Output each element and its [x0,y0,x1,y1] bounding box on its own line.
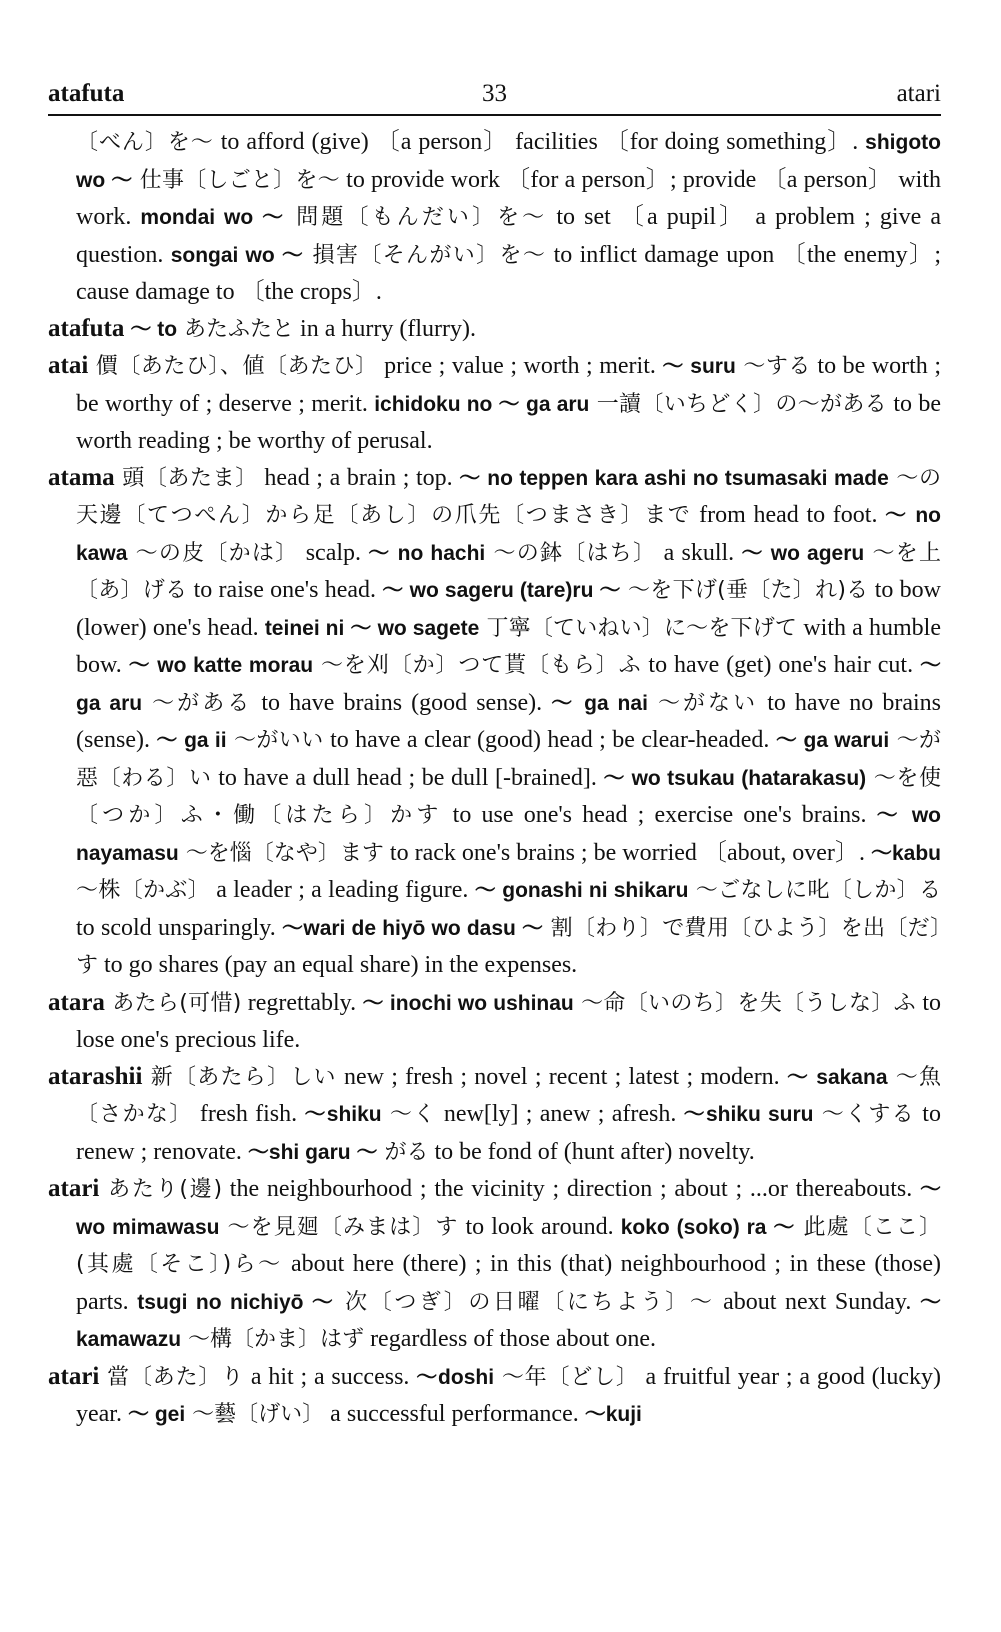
japanese-text: 仕事〔しごと〕を～ [132,167,340,193]
dictionary-entry [48,348,941,460]
english-gloss: with a humble bow. [76,614,941,678]
english-gloss: new ; fresh ; novel ; recent ; latest ; modern. [336,1063,787,1090]
romanized-phrase: mondai wo ～ [140,206,287,229]
english-gloss: fresh fish. [192,1101,305,1127]
japanese-text: ～する [735,354,811,379]
english-gloss: a hit ; a success. [244,1363,417,1390]
header-last-entry: atari [896,80,941,107]
japanese-text: ～を惱〔なや〕ます [178,840,384,866]
entry-headword: atama [48,463,115,491]
romanized-phrase: ～ wo tsukau (hatarakasu) [603,766,867,790]
romanized-phrase: ～doshi [416,1365,495,1389]
dictionary-entry [48,311,941,349]
japanese-text: ～くする [813,1102,915,1127]
japanese-text: ～株〔かぶ〕 [76,878,210,903]
japanese-text: 價〔あたひ〕、値〔あたひ〕 [88,354,378,379]
japanese-text: 丁寧〔ていねい〕に～を下げて [479,615,798,641]
romanized-phrase: teinei ni ～ wo sagete [264,616,480,640]
dictionary-entry [48,1059,941,1172]
japanese-text: ～を下げ(垂〔た〕れ)る [620,578,869,603]
japanese-text: ～年〔どし〕 [494,1364,639,1390]
dictionary-entry [48,460,941,985]
japanese-text: ～の天邊〔てつぺん〕から足〔あし〕の爪先〔つまさき〕まで [76,465,941,528]
japanese-text: 割〔わり〕で費用〔ひよう〕を出〔だ〕す [76,915,942,978]
romanized-phrase: ～wari de hiyō wo dasu ～ [282,916,544,940]
japanese-text: 損害〔そんがい〕を～ [304,242,547,268]
english-gloss: a skull. [656,539,742,566]
english-gloss: to lose one's precious life. [76,989,941,1053]
english-gloss: regardless of those about one. [364,1326,656,1352]
english-gloss: to afford (give) 〔a person〕 facilities 〔for doing something〕. [213,129,866,155]
english-gloss: to have a dull head ; be dull [-brained]. [211,764,604,791]
japanese-text: ～がある [142,690,253,716]
japanese-text: あたり(邊) [99,1177,223,1202]
romanized-phrase: ～ no hachi [368,541,486,565]
english-gloss: price ; value ; worth ; merit. [377,353,663,379]
romanized-phrase: ～ ga warui [775,729,890,752]
english-gloss: a fruitful year ; a good (lucky) year. [76,1363,941,1427]
romanized-phrase: ～ no kawa [76,504,941,565]
english-gloss: to have no brains (sense). [76,689,941,753]
english-gloss: to inflict damage upon 〔the enemy〕; cause damage to 〔the crops〕. [76,241,942,305]
romanized-phrase: koko (soko) ra ～ [620,1215,796,1239]
romanized-phrase: ～ gei [127,1403,186,1426]
english-gloss: to go shares (pay an equal share) in the expenses. [98,952,578,978]
entry-headword: atai [48,352,89,379]
entry-headword: atafuta [48,314,125,342]
english-gloss: to have brains (good sense). [252,689,552,716]
english-gloss: to set 〔a pupil〕 a problem ; give a question. [76,204,942,268]
romanized-phrase: ～ ga ii [156,729,227,752]
japanese-text: ～を上〔あ〕げる [76,540,942,603]
entry-headword: atarashii [48,1062,143,1090]
english-gloss: to be worth ; be worthy of ; deserve ; merit. [76,353,941,417]
english-gloss: a leader ; a leading figure. [209,877,475,903]
romanized-phrase: ～shiku suru [683,1103,814,1126]
english-gloss: to have a clear (good) head ; be clear-headed. [323,727,776,753]
dictionary-page [48,78,941,1434]
dictionary-entry [48,985,941,1059]
entry-headword: atari [48,1175,100,1202]
english-gloss: about here (there) ; in this (that) neighbourhood ; in these (those) parts. [76,1251,942,1315]
japanese-text: 次〔つぎ〕の日曜〔にちよう〕～ [335,1289,715,1315]
english-gloss: to scold unsparingly. [76,914,283,941]
english-gloss: to bow (lower) one's head. [76,577,941,641]
english-gloss: to be worth reading ; be worthy of perusal. [76,390,941,454]
japanese-text: ～藝〔げい〕 [185,1402,325,1427]
romanized-phrase: ～ wo nayamasu [76,804,941,865]
japanese-text: 當〔あた〕り [99,1364,245,1390]
english-gloss: from head to foot. [691,502,886,528]
romanized-phrase: ～ kamawazu [76,1290,941,1351]
japanese-text: ～の鉢〔はち〕 [485,540,657,566]
japanese-text: 頭〔あたま〕 [114,465,258,491]
japanese-text: ～を見廻〔みまは〕す [219,1214,459,1240]
english-gloss: a successful performance. [324,1401,585,1427]
japanese-text: ～命〔いのち〕を失〔うしな〕ふ [573,990,916,1016]
entry-list [48,124,941,1434]
japanese-text: あたふたと [177,316,295,342]
japanese-text: 新〔あたら〕しい [142,1064,337,1090]
japanese-text: ～を刈〔か〕つて貰〔もら〕ふ [313,653,642,678]
romanized-phrase: ～ suru [662,355,736,378]
japanese-text: がる [377,1139,429,1165]
romanized-phrase: ～ wo mimawasu [76,1178,941,1239]
english-gloss: to be fond of (hunt after) novelty. [428,1138,755,1165]
romanized-phrase: ～shiku [304,1103,382,1126]
english-gloss: to rack one's brains ; be worried 〔about, over〕. [383,839,871,866]
romanized-phrase: tsugi no nichiyō ～ [137,1290,336,1314]
english-gloss: new[ly] ; anew ; afresh. [436,1101,684,1127]
romanized-phrase: ～ inochi wo ushinau [362,991,574,1015]
romanized-phrase: ～ no teppen kara ashi no tsumasaki made [459,466,889,490]
entry-headword: atari [48,1362,100,1390]
romanized-phrase: ～ wo katte morau [128,654,314,677]
entry-continuation [48,124,941,311]
english-gloss: the neighbourhood ; the vicinity ; direction ; about ; ...or thereabouts. [222,1176,920,1202]
english-gloss: to have (get) one's hair cut. [641,652,920,678]
romanized-phrase: ～ wo ageru [741,541,865,565]
english-gloss: to provide work 〔for a person〕; provide 〔a person〕 with work. [76,166,941,230]
page-number: 33 [482,80,507,107]
running-header [48,78,941,116]
romanized-phrase: ～ sakana [786,1065,888,1089]
romanized-phrase: ～ wo sageru (tare)ru ～ [382,579,621,602]
english-gloss: to look around. [458,1213,621,1240]
romanized-phrase: ～ to [130,317,178,341]
romanized-phrase: songai wo ～ [170,243,305,267]
romanized-phrase: ichidoku no ～ ga aru [374,392,590,416]
english-gloss: to use one's head ; exercise one's brains. [442,802,877,828]
english-gloss: about next Sunday. [714,1288,920,1315]
japanese-text: 〔べん〕を～ [76,130,214,155]
dictionary-entry [48,1359,941,1434]
romanized-phrase: ～ ga nai [551,691,648,715]
romanized-phrase: ～shi garu ～ [247,1140,378,1164]
japanese-text: 此處〔ここ〕(其處〔そこ〕)ら～ [76,1214,941,1277]
romanized-phrase: ～ ga aru [76,654,941,715]
english-gloss: head ; a brain ; top. [257,464,460,491]
japanese-text: ～がいい [226,728,324,753]
japanese-text: ～の皮〔かは〕 [127,540,299,566]
japanese-text: ～を使〔つか〕ふ・働〔はたら〕かす [76,765,941,828]
english-gloss: to raise one's head. [187,577,383,603]
english-gloss: to renew ; renovate. [76,1101,941,1165]
japanese-text: ～がない [647,690,759,716]
japanese-text: ～構〔かま〕はず [181,1327,365,1352]
japanese-text: 問題〔もんだい〕を～ [286,205,548,230]
romanized-phrase: ～kuji [584,1403,642,1426]
japanese-text: ～ごなしに叱〔しか〕る [688,878,941,903]
romanized-phrase: ～ gonashi ni shikaru [474,879,689,902]
romanized-phrase: ～kabu [870,841,942,865]
english-gloss: scalp. [298,539,369,566]
japanese-text: あたら(可惜) [104,990,242,1016]
japanese-text: 一讀〔いちどく〕の～がある [589,391,887,417]
japanese-text: ～が惡〔わる〕い [76,728,942,791]
japanese-text: ～く [381,1102,437,1127]
english-gloss: regrettably. [241,989,363,1016]
header-first-entry: atafuta [48,80,125,107]
english-gloss: in a hurry (flurry). [294,315,476,342]
entry-headword: atara [48,988,105,1016]
japanese-text: ～魚〔さかな〕 [76,1064,941,1127]
dictionary-entry [48,1171,941,1359]
romanized-phrase: shigoto wo ～ [76,131,941,192]
